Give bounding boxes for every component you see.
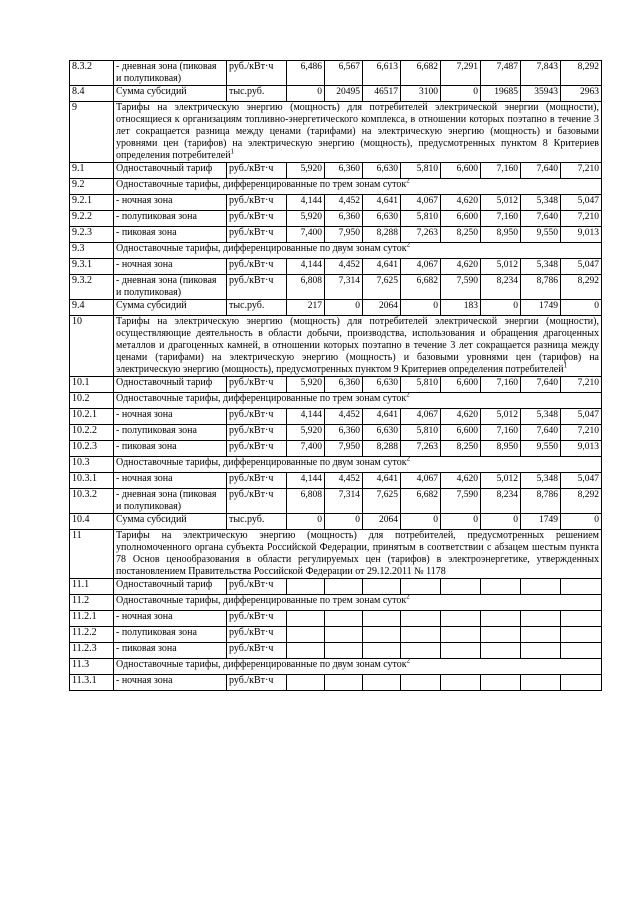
table-row [70,227,602,243]
subsection-header-row [70,457,602,473]
value-cell [521,627,561,643]
value-cell: 8,250 [441,441,481,457]
row-unit: руб./кВт·ч [227,163,287,179]
section-header-row [70,316,602,377]
value-cell [441,643,481,659]
value-cell: 6,567 [325,61,363,86]
value-cell: 4,144 [287,409,325,425]
value-cell: 5,920 [287,211,325,227]
value-cell: 7,843 [521,61,561,86]
value-cell [363,643,401,659]
section-title [114,530,602,579]
value-cell: 6,360 [325,425,363,441]
value-cell: 0 [481,514,521,530]
value-cell [521,675,561,691]
row-code: 9.2 [70,179,114,195]
value-cell: 7,625 [363,489,401,514]
value-cell: 7,160 [481,377,521,393]
value-cell: 5,810 [401,211,441,227]
value-cell: 4,641 [363,409,401,425]
value-cell: 5,348 [521,259,561,275]
row-unit: руб./кВт·ч [227,227,287,243]
row-code: 9.2.3 [70,227,114,243]
value-cell: 4,620 [441,195,481,211]
value-cell [325,611,363,627]
value-cell: 6,600 [441,377,481,393]
row-code: 9.3.1 [70,259,114,275]
value-cell: 5,920 [287,377,325,393]
title-text: Одноставочные тарифы, дифференцированные по трем зонам суток [116,393,407,404]
value-cell: 6,600 [441,425,481,441]
row-name: - полупиковая зона [114,627,227,643]
section-header-row [70,530,602,579]
value-cell: 0 [325,300,363,316]
row-name: - дневная зона (пиковая и полупиковая) [114,61,227,86]
value-cell: 0 [401,300,441,316]
table-row [70,579,602,595]
value-cell: 7,160 [481,163,521,179]
table-row [70,195,602,211]
table-row [70,86,602,102]
footnote-marker: 1 [230,147,235,156]
row-name: Сумма субсидий [114,514,227,530]
row-code: 9.3.2 [70,275,114,300]
value-cell: 7,640 [521,377,561,393]
value-cell [481,611,521,627]
section-title [114,102,602,163]
title-text: Тарифы на электрическую энергию (мощность) для потребителей, предусмотренных решением уполномоченного органа субъекта Российской Федерации, принятым в соответствии с абзацем шестым пункта 78 Основ ценообразования в области регулируемых цен (тарифов) в электроэнергетике, утвержденных постановлением Правительства Российской Федерации от 29.12.2011 № 1178 [116,530,599,577]
section-title [114,316,602,377]
value-cell: 8,288 [363,227,401,243]
value-cell: 4,620 [441,473,481,489]
value-cell: 7,263 [401,227,441,243]
section-header-row [70,102,602,163]
value-cell: 7,640 [521,425,561,441]
value-cell: 6,682 [401,61,441,86]
value-cell: 183 [441,300,481,316]
row-unit: тыс.руб. [227,514,287,530]
row-code: 9.4 [70,300,114,316]
value-cell: 8,950 [481,227,521,243]
table-body [70,61,602,691]
value-cell: 7,160 [481,211,521,227]
value-cell: 4,641 [363,259,401,275]
row-name: - ночная зона [114,473,227,489]
value-cell: 4,067 [401,259,441,275]
value-cell: 8,250 [441,227,481,243]
value-cell: 6,360 [325,163,363,179]
row-code: 8.4 [70,86,114,102]
value-cell: 4,452 [325,409,363,425]
table-row [70,409,602,425]
title-text: Одноставочные тарифы, дифференцированные по двум зонам суток [116,457,407,468]
value-cell: 5,012 [481,195,521,211]
row-unit: руб./кВт·ч [227,377,287,393]
row-code: 11.2 [70,595,114,611]
title-text: Одноставочные тарифы, дифференцированные по трем зонам суток [116,595,407,606]
value-cell: 19685 [481,86,521,102]
value-cell: 7,625 [363,275,401,300]
value-cell [481,675,521,691]
value-cell [481,627,521,643]
table-row [70,441,602,457]
value-cell [325,675,363,691]
value-cell: 3100 [401,86,441,102]
row-unit: руб./кВт·ч [227,211,287,227]
value-cell [441,627,481,643]
value-cell: 20495 [325,86,363,102]
value-cell: 6,600 [441,163,481,179]
value-cell: 6,682 [401,489,441,514]
subsection-title [114,179,602,195]
row-code: 10.2.1 [70,409,114,425]
row-name: Одноставочный тариф [114,579,227,595]
value-cell: 5,348 [521,473,561,489]
title-text: Тарифы на электрическую энергию (мощность) для потребителей электрической энергии (мощности), относящиеся к организациям топливно-энергетического комплекса, в отношении которых поэтапно в течение 3 лет сокращается разница между ценами (тарифами) на электрическую энергию (мощность) и базовыми уровнями цен (тарифов) на электрическую энергию (мощность), предусмотренных пунктом 8 Критериев определения потребителей [116,102,599,161]
value-cell: 9,550 [521,441,561,457]
value-cell: 5,810 [401,377,441,393]
value-cell: 6,486 [287,61,325,86]
row-code: 11.2.3 [70,643,114,659]
value-cell: 7,210 [561,163,602,179]
value-cell: 4,620 [441,259,481,275]
value-cell: 6,600 [441,211,481,227]
table-row [70,675,602,691]
value-cell: 5,047 [561,259,602,275]
value-cell [363,675,401,691]
value-cell: 8,292 [561,275,602,300]
subsection-title [114,595,602,611]
value-cell: 6,808 [287,275,325,300]
row-name: - ночная зона [114,409,227,425]
value-cell [401,611,441,627]
value-cell: 8,234 [481,489,521,514]
table-row [70,489,602,514]
value-cell: 9,013 [561,441,602,457]
value-cell: 4,641 [363,195,401,211]
value-cell: 7,210 [561,211,602,227]
value-cell: 0 [561,514,602,530]
row-code: 11 [70,530,114,579]
table-row [70,611,602,627]
value-cell: 7,640 [521,211,561,227]
value-cell [521,579,561,595]
title-text: Одноставочные тарифы, дифференцированные по двум зонам суток [116,659,407,670]
value-cell: 7,950 [325,441,363,457]
row-name: - ночная зона [114,611,227,627]
row-code: 8.3.2 [70,61,114,86]
footnote-marker: 2 [406,456,411,463]
title-text: Тарифы на электрическую энергию (мощность) для потребителей электрической энергии (мощности), осуществляющие деятельность в области добычи, производства, использования и обращения драгоценных металлов и драгоценных камней, в отношении которых поэтапно в течение 3 лет сокращается разница между ценами (тарифами) на электрическую энергию (мощность) и базовыми уровнями цен (тарифов) на электрическую энергию (мощность), предусмотренных пунктом 9 Критериев определения потребителей [116,316,599,375]
value-cell [363,611,401,627]
table-row [70,300,602,316]
subsection-header-row [70,179,602,195]
value-cell: 6,630 [363,163,401,179]
value-cell: 7,291 [441,61,481,86]
value-cell: 5,920 [287,163,325,179]
row-code: 11.2.1 [70,611,114,627]
value-cell [481,643,521,659]
value-cell: 0 [287,514,325,530]
value-cell: 0 [401,514,441,530]
value-cell [561,627,602,643]
value-cell: 8,292 [561,489,602,514]
title-text: Одноставочные тарифы, дифференцированные по трем зонам суток [116,179,407,190]
value-cell: 6,630 [363,425,401,441]
value-cell [325,627,363,643]
value-cell: 0 [325,514,363,530]
row-code: 9.1 [70,163,114,179]
value-cell [401,579,441,595]
row-code: 10.2 [70,393,114,409]
value-cell: 6,630 [363,211,401,227]
value-cell: 9,550 [521,227,561,243]
subsection-header-row [70,243,602,259]
value-cell: 5,348 [521,195,561,211]
value-cell: 7,590 [441,275,481,300]
value-cell: 5,920 [287,425,325,441]
row-code: 11.1 [70,579,114,595]
subsection-title [114,243,602,259]
value-cell [441,611,481,627]
tariff-table-page [69,60,601,691]
value-cell: 4,144 [287,259,325,275]
value-cell: 46517 [363,86,401,102]
value-cell: 4,452 [325,195,363,211]
value-cell: 35943 [521,86,561,102]
row-unit: руб./кВт·ч [227,259,287,275]
row-unit: руб./кВт·ч [227,425,287,441]
subsection-title [114,659,602,675]
value-cell: 6,808 [287,489,325,514]
value-cell [561,675,602,691]
row-code: 10.4 [70,514,114,530]
value-cell: 2963 [561,86,602,102]
value-cell: 7,263 [401,441,441,457]
value-cell: 7,950 [325,227,363,243]
table-row [70,425,602,441]
row-name: - дневная зона (пиковая и полупиковая) [114,489,227,514]
value-cell: 4,620 [441,409,481,425]
value-cell: 7,640 [521,163,561,179]
value-cell: 8,234 [481,275,521,300]
value-cell: 8,786 [521,275,561,300]
title-text: Одноставочные тарифы, дифференцированные по двум зонам суток [116,243,407,254]
value-cell: 8,292 [561,61,602,86]
row-name: Одноставочный тариф [114,163,227,179]
value-cell [561,611,602,627]
value-cell: 0 [561,300,602,316]
footnote-marker: 2 [406,658,411,665]
value-cell: 5,348 [521,409,561,425]
row-name: - полупиковая зона [114,211,227,227]
row-unit: руб./кВт·ч [227,489,287,514]
table-row [70,61,602,86]
row-name: Одноставочный тариф [114,377,227,393]
value-cell: 4,452 [325,259,363,275]
value-cell: 5,047 [561,409,602,425]
row-code: 10.3.1 [70,473,114,489]
value-cell [401,643,441,659]
table-row [70,643,602,659]
row-unit: руб./кВт·ч [227,61,287,86]
value-cell: 7,314 [325,489,363,514]
row-name: - пиковая зона [114,643,227,659]
value-cell: 0 [441,86,481,102]
row-unit: руб./кВт·ч [227,643,287,659]
value-cell: 2064 [363,514,401,530]
value-cell: 4,641 [363,473,401,489]
value-cell: 0 [441,514,481,530]
row-name: - ночная зона [114,195,227,211]
value-cell [401,675,441,691]
value-cell: 4,144 [287,195,325,211]
value-cell: 6,630 [363,377,401,393]
value-cell [561,643,602,659]
row-unit: руб./кВт·ч [227,579,287,595]
value-cell: 6,613 [363,61,401,86]
value-cell: 9,013 [561,227,602,243]
row-code: 10.3 [70,457,114,473]
subsection-header-row [70,595,602,611]
value-cell: 5,012 [481,409,521,425]
row-unit: руб./кВт·ч [227,611,287,627]
value-cell: 7,400 [287,227,325,243]
subsection-title [114,457,602,473]
row-code: 11.3 [70,659,114,675]
value-cell: 6,360 [325,211,363,227]
table-row [70,163,602,179]
value-cell: 5,047 [561,473,602,489]
value-cell: 4,452 [325,473,363,489]
value-cell [401,627,441,643]
table-row [70,259,602,275]
value-cell [363,579,401,595]
table-row [70,377,602,393]
row-code: 9.3 [70,243,114,259]
value-cell: 7,400 [287,441,325,457]
value-cell [325,643,363,659]
value-cell: 4,067 [401,409,441,425]
value-cell: 0 [287,86,325,102]
value-cell: 2064 [363,300,401,316]
table-row [70,275,602,300]
footnote-marker: 2 [406,594,410,601]
footnote-marker: 2 [406,392,410,399]
row-code: 10.2.3 [70,441,114,457]
value-cell: 4,067 [401,473,441,489]
row-code: 11.3.1 [70,675,114,691]
row-code: 10 [70,316,114,377]
value-cell [481,579,521,595]
row-code: 9.2.1 [70,195,114,211]
row-unit: руб./кВт·ч [227,473,287,489]
row-name: Сумма субсидий [114,300,227,316]
value-cell: 6,360 [325,377,363,393]
row-name: - пиковая зона [114,441,227,457]
value-cell: 5,047 [561,195,602,211]
row-code: 9.2.2 [70,211,114,227]
row-code: 10.3.2 [70,489,114,514]
row-unit: руб./кВт·ч [227,627,287,643]
row-name: - дневная зона (пиковая и полупиковая) [114,275,227,300]
row-name: - ночная зона [114,259,227,275]
value-cell: 7,590 [441,489,481,514]
value-cell: 7,210 [561,377,602,393]
row-name: Сумма субсидий [114,86,227,102]
value-cell [287,579,325,595]
footnote-marker: 2 [406,178,410,185]
value-cell: 7,160 [481,425,521,441]
row-name: - пиковая зона [114,227,227,243]
row-name: - полупиковая зона [114,425,227,441]
table-row [70,627,602,643]
row-unit: руб./кВт·ч [227,441,287,457]
value-cell [521,611,561,627]
value-cell: 1749 [521,514,561,530]
value-cell [325,579,363,595]
tariff-table [69,60,602,691]
row-code: 10.2.2 [70,425,114,441]
value-cell [287,643,325,659]
value-cell: 4,067 [401,195,441,211]
value-cell: 217 [287,300,325,316]
value-cell [287,627,325,643]
table-row [70,473,602,489]
value-cell: 5,810 [401,163,441,179]
value-cell: 0 [481,300,521,316]
row-unit: руб./кВт·ч [227,275,287,300]
value-cell [521,643,561,659]
row-name: - ночная зона [114,675,227,691]
row-code: 11.2.2 [70,627,114,643]
value-cell: 7,314 [325,275,363,300]
value-cell: 5,012 [481,473,521,489]
table-row [70,514,602,530]
value-cell: 8,950 [481,441,521,457]
value-cell [363,627,401,643]
row-unit: тыс.руб. [227,86,287,102]
value-cell: 8,786 [521,489,561,514]
subsection-header-row [70,659,602,675]
row-code: 10.1 [70,377,114,393]
value-cell [561,579,602,595]
row-unit: руб./кВт·ч [227,195,287,211]
row-unit: руб./кВт·ч [227,409,287,425]
value-cell: 6,682 [401,275,441,300]
value-cell: 7,210 [561,425,602,441]
row-unit: тыс.руб. [227,300,287,316]
value-cell [441,675,481,691]
value-cell [287,675,325,691]
subsection-title [114,393,602,409]
value-cell: 7,487 [481,61,521,86]
row-code: 9 [70,102,114,163]
value-cell [287,611,325,627]
footnote-marker: 2 [406,242,411,249]
table-row [70,211,602,227]
value-cell: 5,012 [481,259,521,275]
value-cell [441,579,481,595]
value-cell: 1749 [521,300,561,316]
footnote-marker: 1 [563,361,568,370]
value-cell: 8,288 [363,441,401,457]
row-unit: руб./кВт·ч [227,675,287,691]
value-cell: 5,810 [401,425,441,441]
value-cell: 4,144 [287,473,325,489]
subsection-header-row [70,393,602,409]
